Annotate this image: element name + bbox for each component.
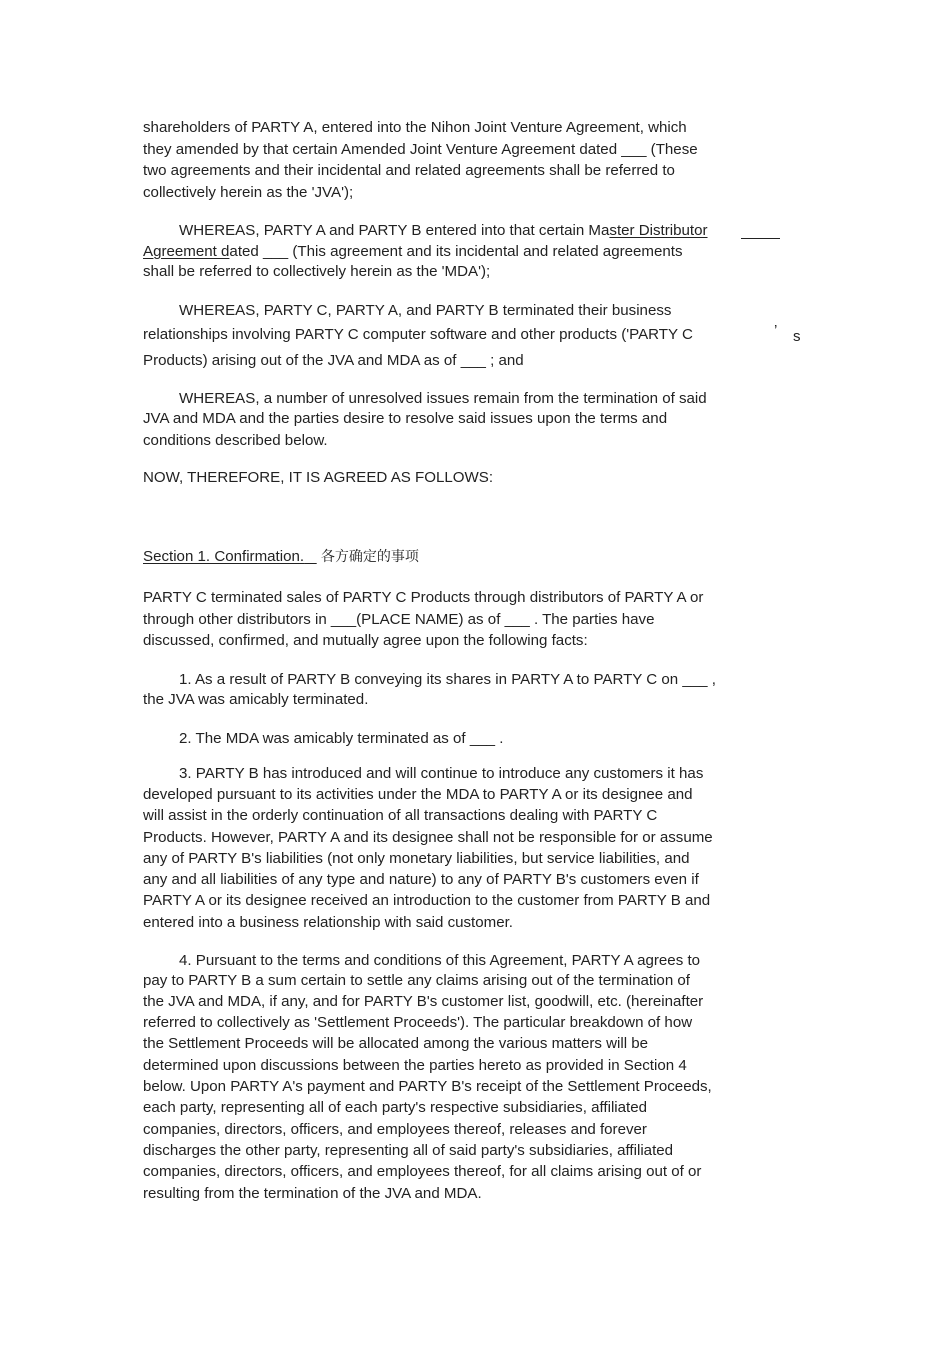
item-4-line-11: companies, directors, officers, and employees thereof, for all claims arising out of or [143,1163,702,1180]
mda-title-underlined-cont: Agreement d [143,243,230,260]
item-4-line-2: pay to PARTY B a sum certain to settle any claims arising out of the termination of [143,972,690,989]
agreed-statement: NOW, THEREFORE, IT IS AGREED AS FOLLOWS: [143,469,494,486]
stray-s: s [793,328,801,345]
preamble-p1-line-4: collectively herein as the 'JVA'); [143,184,354,201]
mda-clause-rest: ated ___ (This agreement and its incidental and related agreements [229,243,683,260]
item-3-line-7: PARTY A or its designee received an introduction to the customer from PARTY B and [143,892,711,909]
preamble-p2-line-1 [179,220,708,241]
item-3-line-1: 3. PARTY B has introduced and will continue to introduce any customers it has [179,765,704,782]
preamble-p3-line-2: relationships involving PARTY C computer software and other products ('PARTY C [143,326,693,343]
preamble-p1-line-2: they amended by that certain Amended Joint Venture Agreement dated ___ (These [143,141,698,158]
item-3-line-4: Products. However, PARTY A and its designee shall not be responsible for or assume [143,829,713,846]
item-1-line-2: the JVA was amicably terminated. [143,691,369,708]
section-1-intro-line-1: PARTY C terminated sales of PARTY C Products through distributors of PARTY A or [143,589,704,606]
item-4-line-9: companies, directors, officers, and employees thereof, releases and forever [143,1121,647,1138]
item-3-line-5: any of PARTY B's liabilities (not only monetary liabilities, but service liabilities, and [143,850,690,867]
preamble-p1-line-1: shareholders of PARTY A, entered into the Nihon Joint Venture Agreement, which [143,119,687,136]
section-1-heading [143,546,419,568]
section-1-title-cn: 各方确定的事项 [320,549,419,565]
item-2-line-1: 2. The MDA was amicably terminated as of ___ . [179,730,504,747]
item-4-line-10: discharges the other party, representing all of said party's subsidiaries, affiliated [143,1142,674,1159]
item-1-line-1: 1. As a result of PARTY B conveying its shares in PARTY A to PARTY C on ___ , [179,671,716,688]
item-4-line-8: each party, representing all of each party's respective subsidiaries, affiliated [143,1099,648,1116]
preamble-p2-line-2 [143,241,683,262]
section-1-intro-line-2: through other distributors in ___(PLACE NAME) as of ___ . The parties have [143,611,655,628]
item-4-line-7: below. Upon PARTY A's payment and PARTY B's receipt of the Settlement Proceeds, [143,1078,712,1095]
preamble-p3-line-1: WHEREAS, PARTY C, PARTY A, and PARTY B terminated their business [179,302,672,319]
stray-apostrophe: ’ [774,322,778,339]
section-1-title: Section 1. Confirmation. [143,548,305,565]
item-4-line-12: resulting from the termination of the JVA and MDA. [143,1185,482,1202]
item-3-line-6: any and all liabilities of any type and nature) to any of PARTY B's customers even if [143,871,699,888]
preamble-p1-line-3: two agreements and their incidental and related agreements shall be referred to [143,162,675,179]
preamble-p4-line-2: JVA and MDA and the parties desire to resolve said issues upon the terms and [143,410,668,427]
mda-clause-lead: WHEREAS, PARTY A and PARTY B entered into that certain Ma [179,222,610,239]
mda-title-underlined: ster Distributor [609,222,708,239]
item-4-line-4: referred to collectively as 'Settlement Proceeds'). The particular breakdown of how [143,1014,693,1031]
item-4-line-6: determined upon discussions between the parties hereto as provided in Section 4 [143,1057,687,1074]
item-4-line-3: the JVA and MDA, if any, and for PARTY B's customer list, goodwill, etc. (hereinafter [143,993,704,1010]
preamble-p2-line-3: shall be referred to collectively herein as the 'MDA'); [143,263,491,280]
item-3-line-2: developed pursuant to its activities under the MDA to PARTY A or its designee and [143,786,693,803]
item-3-line-8: entered into a business relationship with said customer. [143,914,514,931]
underline-rule [741,238,780,239]
item-4-line-5: the Settlement Proceeds will be allocated among the various matters will be [143,1035,649,1052]
item-3-line-3: will assist in the orderly continuation of all transactions dealing with PARTY C [143,807,658,824]
preamble-p3-line-3: Products) arising out of the JVA and MDA as of ___ ; and [143,352,524,369]
section-1-intro-line-3: discussed, confirmed, and mutually agree upon the following facts: [143,632,588,649]
preamble-p4-line-3: conditions described below. [143,432,328,449]
item-4-line-1: 4. Pursuant to the terms and conditions of this Agreement, PARTY A agrees to [179,952,701,969]
preamble-p4-line-1: WHEREAS, a number of unresolved issues remain from the termination of said [179,390,707,407]
